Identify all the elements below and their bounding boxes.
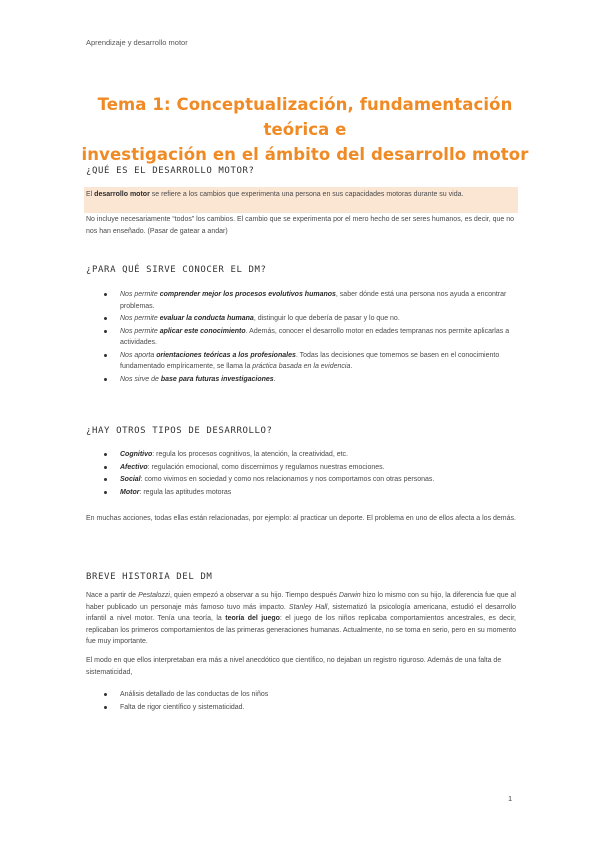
bullet-icon [104,378,107,381]
running-header: Aprendizaje y desarrollo motor [86,38,188,47]
definition-term: desarrollo motor [94,191,150,198]
interpretation-paragraph: El modo en que ellos interpretaban era más a nivel anecdótico que científico, no dejaban un registro riguroso. Además de una falta de sistematicidad, [86,657,502,676]
list-item: Nos permite comprender mejor los procesos evolutivos humanos, saber dónde está una persona nos ayuda a encontrar problemas. [104,289,516,312]
purpose-list [104,289,516,386]
history-paragraph: Nace a partir de Pestalozzi, quien empezó a observar a su hijo. Tiempo después Darwin hizo lo mismo con su hijo, la diferencia fue que al haber publicado un personaje más famoso tuvo más impacto. Stanley Hall, sistematizó la psicología americana, estudió el desarrollo infantil a nivel motor. Tenía una teoría, la teoría del juego: el juego de los niños replicaba comportamientos ancestrales, es decir, replicaban los primeros comportamientos de las primeras generaciones humanas. Actualmente, no se toma en serio, pero en su momento fue muy importante. [86,592,516,645]
section-heading-que-es: ¿QUÉ ES EL DESARROLLO MOTOR? [86,166,255,176]
development-types-list [104,449,516,499]
bullet-icon [104,453,107,456]
page-title [70,92,540,167]
definition-text: se refiere a los cambios que experimenta una persona en sus capacidades motoras durante su vida. [149,191,464,198]
title-line-2: investigación en el ámbito del desarrollo motor [81,145,529,164]
definition-paragraph [86,189,516,201]
bullet-icon [104,354,107,357]
bullet-icon [104,706,107,709]
list-item: Afectivo: regulación emocional, como discernimos y regulamos nuestras emociones. [104,462,516,474]
definition-note: No incluye necesariamente “todos” los cambios. El cambio que se experimenta por el mero hecho de ser seres humanos, es decir, que no nos han enseñado. (Pasar de gatear a andar) [86,216,515,235]
list-item: Nos permite evaluar la conducta humana, distinguir lo que debería de pasar y lo que no. [104,313,516,325]
list-item: Nos sirve de base para futuras investigaciones. [104,374,516,386]
bullet-icon [104,478,107,481]
history-list [104,689,516,714]
bullet-icon [104,293,107,296]
list-item: Análisis detallado de las conductas de los niños [104,689,516,701]
list-item: Social: como vivimos en sociedad y como nos relacionamos y nos comportamos con otras personas. [104,474,516,486]
relationship-paragraph: En muchas acciones, todas ellas están relacionadas, por ejemplo: al practicar un deporte. El problema en uno de ellos afecta a los demás. [86,515,516,522]
list-item: Motor: regula las aptitudes motoras [104,487,516,499]
list-item: Falta de rigor científico y sistematicidad. [104,702,516,714]
bullet-icon [104,466,107,469]
bullet-icon [104,317,107,320]
section-heading-otros-tipos: ¿HAY OTROS TIPOS DE DESARROLLO? [86,426,273,436]
section-heading-historia: BREVE HISTORIA DEL DM [86,572,213,582]
section-heading-para-que: ¿PARA QUÉ SIRVE CONOCER EL DM? [86,265,267,275]
definition-prefix: El [86,191,95,198]
list-item: Cognitivo: regula los procesos cognitivos, la atención, la creatividad, etc. [104,449,516,461]
title-line-1: Tema 1: Conceptualización, fundamentación teórica e [97,95,513,139]
bullet-icon [104,693,107,696]
page-number: 1 [508,794,513,803]
bullet-icon [104,330,107,333]
list-item: Nos permite aplicar este conocimiento. Además, conocer el desarrollo motor en edades tempranas nos permite aplicarlas a actividades. [104,326,516,349]
list-item: Nos aporta orientaciones teóricas a los profesionales. Todas las decisiones que tomemos se basen en el conocimiento fundamentado empíricamente, se llama la práctica basada en la evidencia. [104,350,516,373]
bullet-icon [104,491,107,494]
